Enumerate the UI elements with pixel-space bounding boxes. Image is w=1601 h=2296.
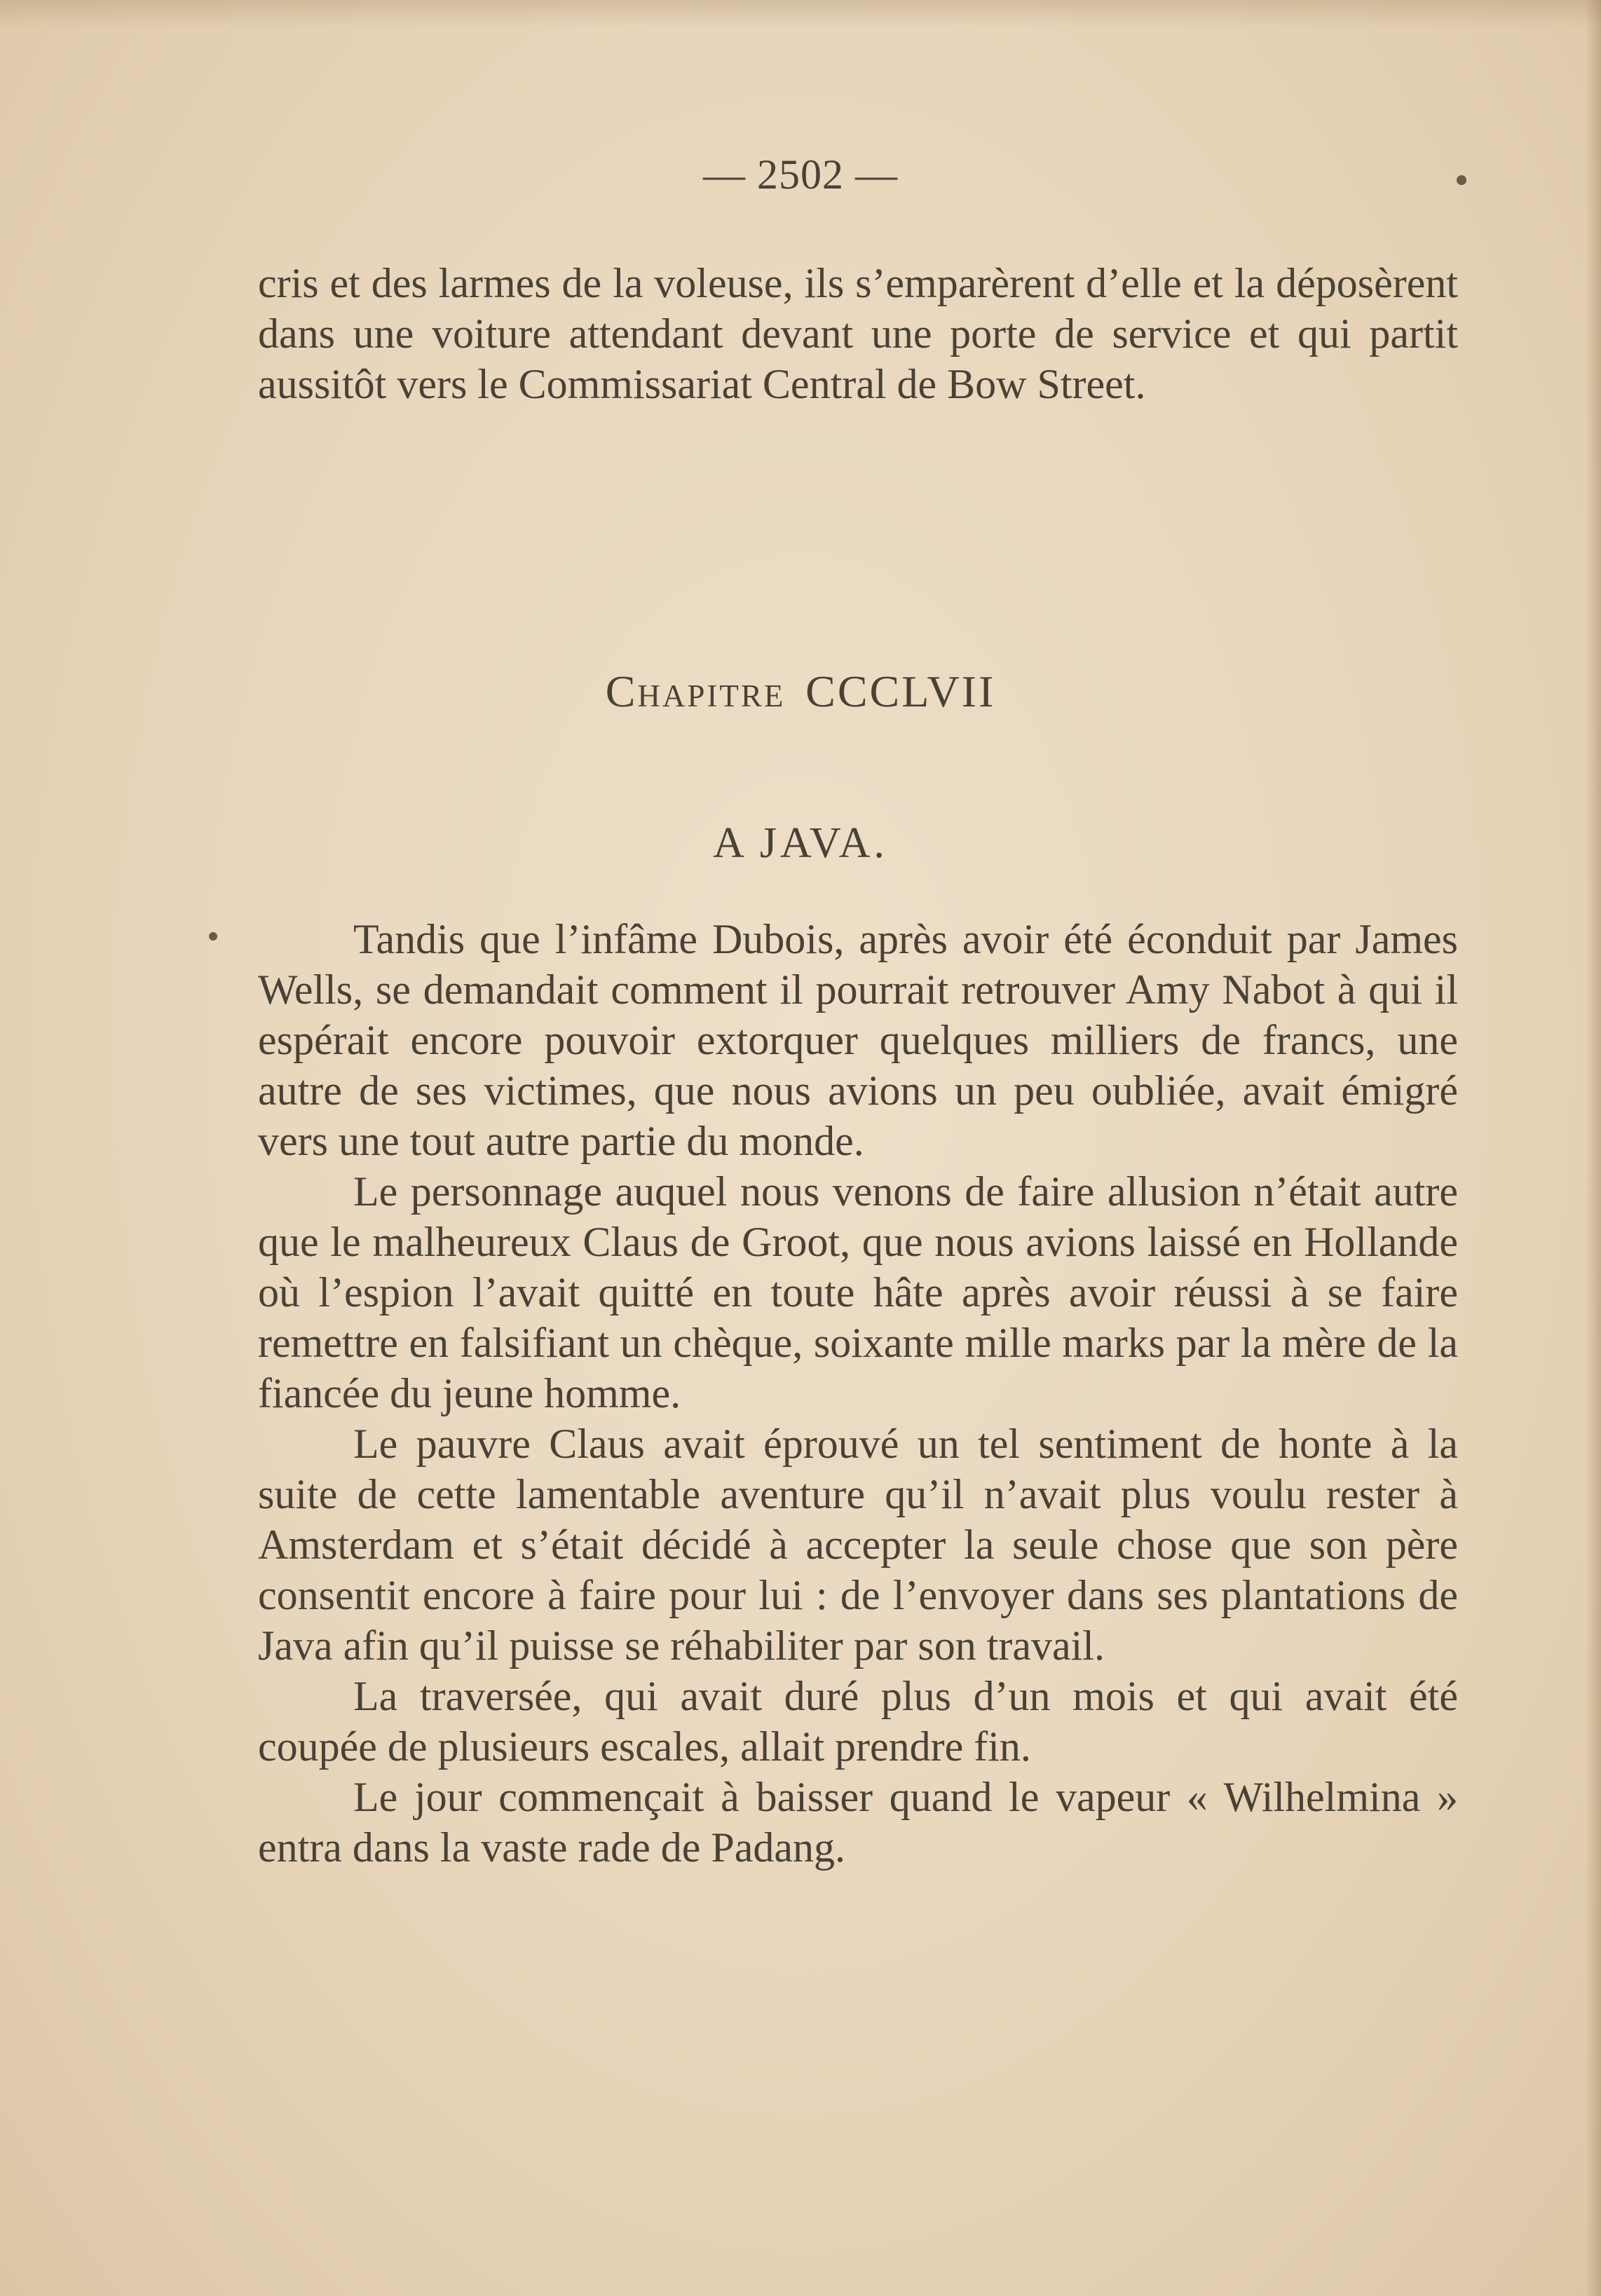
chapter-body: [258, 914, 1458, 1873]
paragraph: La traversée, qui avait duré plus d’un mois et qui avait été coupée de plusieurs escales, allait prendre fin.: [258, 1673, 1458, 1770]
page-number-header: [0, 151, 1601, 199]
paragraph: Tandis que l’infâme Dubois, après avoir été éconduit par James Wells, se demandait comment il pourrait retrouver Amy Nabot à qui il espérait encore pouvoir extorquer quelques milliers de francs, une autre de ses victimes, que nous avions un peu oubliée, avait émigré vers une tout autre partie du monde.: [258, 916, 1458, 1164]
chapter-title: A JAVA.: [713, 819, 888, 867]
paragraph: Le jour commençait à baisser quand le vapeur « Wilhelmina » entra dans la vaste rade de Padang.: [258, 1774, 1458, 1871]
page-number: — 2502 —: [703, 151, 898, 198]
chapter-heading: [0, 666, 1601, 718]
ink-speck: [209, 932, 217, 941]
paragraph: Le pauvre Claus avait éprouvé un tel sentiment de honte à la suite de cette lamentable aventure qu’il n’avait plus voulu rester à Amsterdam et s’était décidé à accepter la seule chose que son père consentit encore à faire pour lui : de l’envoyer dans ses plantations de Java afin qu’il puisse se réhabiliter par son travail.: [258, 1421, 1458, 1669]
page-edge-shadow-right: [1586, 0, 1601, 2296]
chapter-numeral: CCCLVII: [805, 667, 996, 716]
chapter-label: Chapitre: [605, 667, 786, 716]
continuation-paragraph: [258, 258, 1458, 409]
continuation-text: cris et des larmes de la voleuse, ils s’emparèrent d’elle et la déposèrent dans une voiture attendant devant une porte de service et qui partit aussitôt vers le Commissariat Central de Bow Street.: [258, 260, 1458, 407]
page-edge-shadow-top: [0, 0, 1601, 28]
paragraph: Le personnage auquel nous venons de faire allusion n’était autre que le malheureux Claus de Groot, que nous avions laissé en Hollande où l’espion l’avait quitté en toute hâte après avoir réussi à se faire remettre en falsifiant un chèque, soixante mille marks par la mère de la fiancée du jeune homme.: [258, 1168, 1458, 1416]
